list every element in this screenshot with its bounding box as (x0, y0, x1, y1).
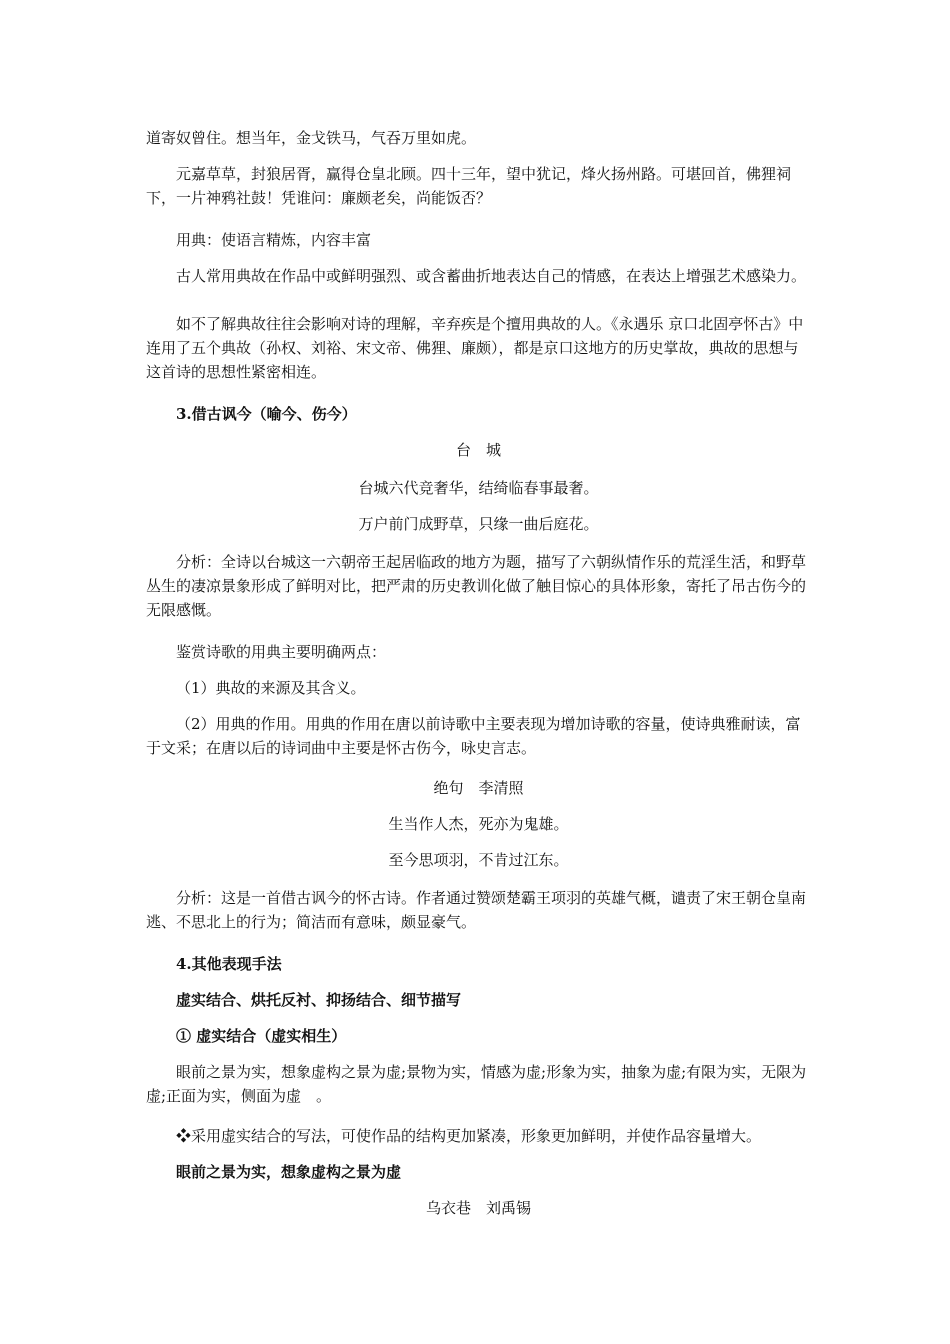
paragraph-xushi-definition: 眼前之景为实，想象虚构之景为虚;景物为实，情感为虚;形象为实，抽象为虚;有限为实，无限为虚;正面为实，侧面为虚 。 (146, 1063, 807, 1105)
poem-title-taicheng: 台 城 (455, 441, 501, 459)
paragraph-point-1: （1）典故的来源及其含义。 (176, 679, 366, 697)
paragraph-xushi-effect: ❖采用虚实结合的写法，可使作品的结构更加紧凑，形象更加鲜明，并使作品容量增大。 (176, 1127, 762, 1145)
section-heading-3: 3.借古讽今（喻今、伤今） (176, 405, 357, 423)
subheading-techniques: 虚实结合、烘托反衬、抑扬结合、细节描写 (176, 991, 462, 1009)
poem-title-jueju: 绝句 李清照 (433, 779, 524, 797)
paragraph-allusion-heading: 用典：使语言精炼，内容丰富 (176, 231, 372, 249)
poem-line: 生当作人杰，死亦为鬼雄。 (388, 815, 569, 833)
paragraph-poem-stanza: 元嘉草草，封狼居胥，赢得仓皇北顾。四十三年，望中犹记，烽火扬州路。可堪回首，佛狸祠下，一片神鸦社鼓！凭谁问：廉颇老矣，尚能饭否？ (146, 165, 792, 207)
paragraph-allusion-points: 鉴赏诗歌的用典主要明确两点： (176, 643, 387, 661)
paragraph-poem-end: 道寄奴曾住。想当年，金戈铁马，气吞万里如虎。 (146, 129, 477, 147)
poem-title-wuyixiang: 乌衣巷 刘禹锡 (425, 1199, 531, 1217)
poem-line: 至今思项羽，不肯过江东。 (388, 851, 569, 869)
poem-line: 万户前门成野草，只缘一曲后庭花。 (358, 515, 599, 533)
paragraph-analysis-taicheng: 分析：全诗以台城这一六朝帝王起居临政的地方为题，描写了六朝纵情作乐的荒淫生活，和野草丛生的凄凉景象形成了鲜明对比，把严肃的历史教训化做了触目惊心的具体形象，寄托了吊古伤今的无限感慨。 (146, 553, 807, 619)
paragraph-allusion-example: 如不了解典故往往会影响对诗的理解，辛弃疾是个擅用典故的人。《永遇乐 京口北固亭怀古》中连用了五个典故（孙权、刘裕、宋文帝、佛狸、廉颇），都是京口这地方的历史掌故，典故的思想与这首诗的思想性紧密相连。 (146, 315, 804, 381)
paragraph-analysis-jueju: 分析：这是一首借古讽今的怀古诗。作者通过赞颂楚霸王项羽的英雄气概，谴责了宋王朝仓皇南逃、不思北上的行为；简洁而有意味，颇显豪气。 (146, 889, 807, 931)
section-heading-4: 4.其他表现手法 (176, 955, 282, 973)
paragraph-allusion-purpose: 古人常用典故在作品中或鲜明强烈、或含蓄曲折地表达自己的情感，在表达上增强艺术感染力。 (176, 267, 807, 285)
subheading-xushi: ① 虚实结合（虚实相生） (176, 1027, 347, 1045)
subheading-scene: 眼前之景为实，想象虚构之景为虚 (176, 1163, 402, 1181)
paragraph-point-2: （2）用典的作用。用典的作用在唐以前诗歌中主要表现为增加诗歌的容量，使诗典雅耐读，富于文采；在唐以后的诗词曲中主要是怀古伤今，咏史言志。 (146, 715, 801, 757)
poem-line: 台城六代竞奢华，结绮临春事最奢。 (358, 479, 599, 497)
